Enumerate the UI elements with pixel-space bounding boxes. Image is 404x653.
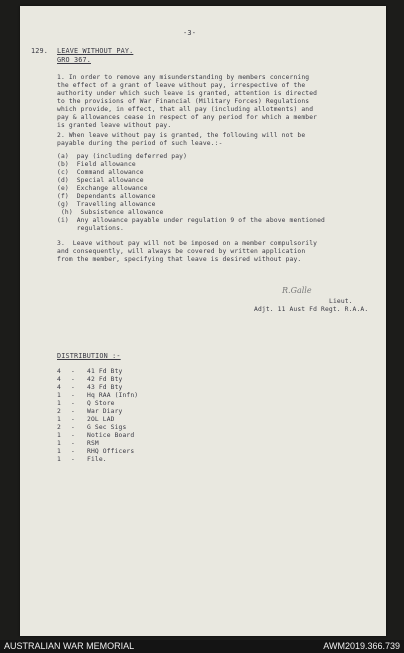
distribution-destination: Q Store (87, 400, 115, 407)
allowance-item: (d) Special allowance (57, 177, 144, 184)
distribution-dash: - (71, 440, 75, 447)
document-sheet (20, 6, 386, 636)
distribution-destination: File. (87, 456, 107, 463)
paragraph-1-line: 1. In order to remove any misunderstanding by members concerning (57, 74, 310, 81)
distribution-title: DISTRIBUTION :- (57, 352, 121, 360)
paragraph-number: 129. (31, 47, 48, 55)
distribution-dash: - (71, 424, 75, 431)
allowance-item: (h) Subsistence allowance (57, 209, 164, 216)
footer-accession-number: AWM2019.366.739 (323, 641, 400, 651)
paragraph-1-line: to the provisions of War Financial (Military Forces) Regulations (57, 98, 310, 105)
distribution-quantity: 4 (57, 384, 61, 391)
allowance-item: (b) Field allowance (57, 161, 136, 168)
distribution-dash: - (71, 408, 75, 415)
allowance-item: (c) Command allowance (57, 169, 144, 176)
allowance-item: regulations. (57, 225, 124, 232)
allowance-item: (a) pay (including deferred pay) (57, 153, 188, 160)
paragraph-1-line: authority under which such leave is granted, attention is directed (57, 90, 318, 97)
distribution-quantity: 1 (57, 400, 61, 407)
page-number: -3- (183, 29, 197, 37)
footer-institution: AUSTRALIAN WAR MEMORIAL (4, 641, 135, 651)
paragraph-1-line: which provide, in effect, that all pay (including allotments) and (57, 106, 314, 113)
distribution-quantity: 1 (57, 416, 61, 423)
document-title-reference: GRO 367. (57, 56, 91, 64)
distribution-dash: - (71, 376, 75, 383)
distribution-dash: - (71, 368, 75, 375)
distribution-quantity: 4 (57, 376, 61, 383)
distribution-quantity: 1 (57, 392, 61, 399)
distribution-quantity: 1 (57, 456, 61, 463)
paragraph-2-line: payable during the period of such leave.:- (57, 140, 223, 147)
document-title: LEAVE WITHOUT PAY. (57, 47, 134, 55)
distribution-destination: G Sec Sigs (87, 424, 127, 431)
distribution-destination: Hq RAA (Infn) (87, 392, 139, 399)
distribution-destination: RHQ Officers (87, 448, 135, 455)
distribution-quantity: 1 (57, 448, 61, 455)
signature-line: Adjt. 11 Aust Fd Regt. R.A.A. (254, 306, 369, 313)
allowance-item: (e) Exchange allowance (57, 185, 148, 192)
distribution-dash: - (71, 392, 75, 399)
paragraph-1-line: is granted leave without pay. (57, 122, 172, 129)
allowance-item: (g) Travelling allowance (57, 201, 156, 208)
paragraph-3-line: 3. Leave without pay will not be imposed on a member compulsorily (57, 240, 318, 247)
distribution-quantity: 2 (57, 408, 61, 415)
handwritten-signature: R.Galle (282, 286, 312, 295)
distribution-destination: War Diary (87, 408, 123, 415)
distribution-destination: 41 Fd Bty (87, 368, 123, 375)
paragraph-1-line: pay & allowances cease in respect of any period for which a member (57, 114, 318, 121)
allowance-item: (f) Dependants allowance (57, 193, 156, 200)
distribution-dash: - (71, 400, 75, 407)
footer-bar (0, 640, 404, 653)
paragraph-3-line: from the member, specifying that leave is desired without pay. (57, 256, 302, 263)
distribution-dash: - (71, 448, 75, 455)
distribution-quantity: 1 (57, 432, 61, 439)
distribution-destination: Notice Board (87, 432, 135, 439)
distribution-destination: 43 Fd Bty (87, 384, 123, 391)
distribution-dash: - (71, 456, 75, 463)
distribution-dash: - (71, 384, 75, 391)
paragraph-1-line: the effect of a grant of leave without pay, irrespective of the (57, 82, 306, 89)
paragraph-2-line: 2. When leave without pay is granted, the following will not be (57, 132, 306, 139)
paragraph-3-line: and consequently, will always be covered by written application (57, 248, 306, 255)
signature-rank: Lieut. (329, 298, 353, 305)
allowance-item: (i) Any allowance payable under regulation 9 of the above mentioned (57, 217, 325, 224)
distribution-destination: RSM (87, 440, 99, 447)
distribution-dash: - (71, 416, 75, 423)
distribution-quantity: 1 (57, 440, 61, 447)
distribution-dash: - (71, 432, 75, 439)
distribution-quantity: 4 (57, 368, 61, 375)
distribution-destination: 2OL LAD (87, 416, 115, 423)
distribution-destination: 42 Fd Bty (87, 376, 123, 383)
distribution-quantity: 2 (57, 424, 61, 431)
